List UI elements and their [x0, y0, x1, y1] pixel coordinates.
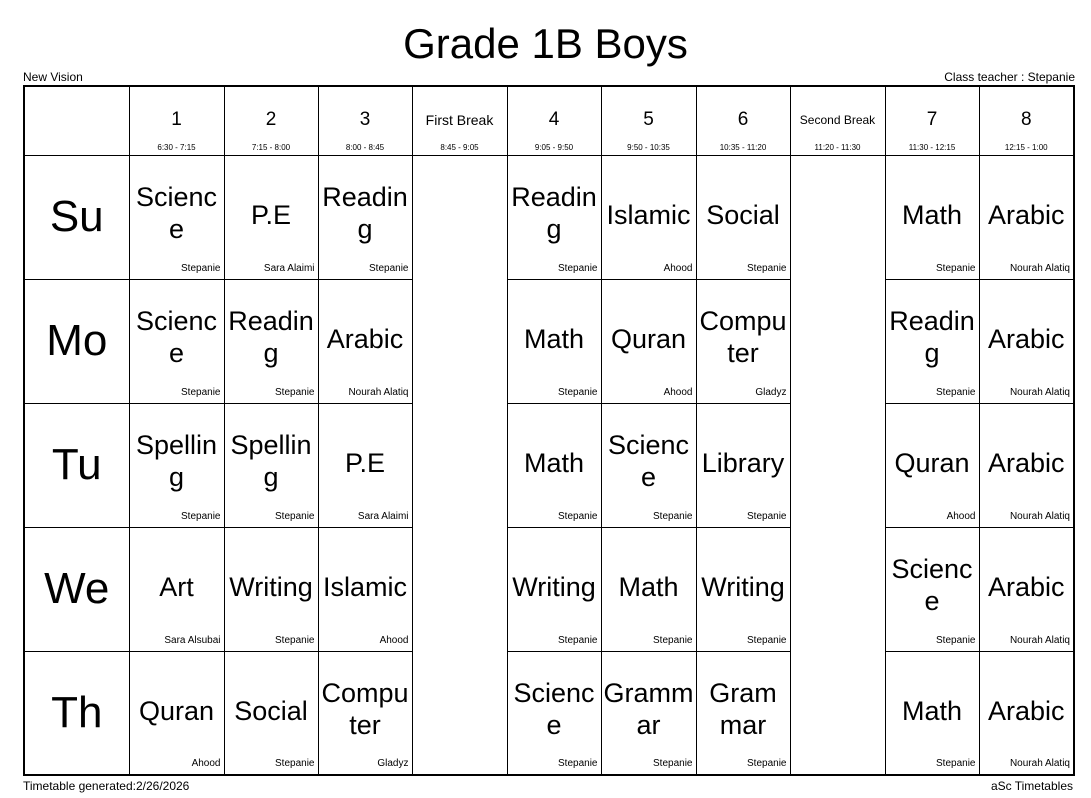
- lesson-subject: Reading: [322, 182, 408, 245]
- lesson-cell: [224, 527, 318, 651]
- lesson-cell: [696, 527, 790, 651]
- period-number: 4: [548, 109, 560, 130]
- lesson-cell: [885, 651, 979, 775]
- lesson-teacher: Stepanie: [747, 758, 787, 769]
- day-row: [24, 403, 1074, 527]
- lesson-teacher: Stepanie: [181, 510, 221, 522]
- lesson-subject: Social: [706, 200, 780, 231]
- lesson-teacher: Nourah Alatiq: [1009, 386, 1070, 398]
- period-header: [601, 86, 696, 155]
- lesson-cell: [224, 155, 318, 279]
- period-time: 10:35 - 11:20: [719, 143, 767, 152]
- lesson-teacher: Stepanie: [275, 510, 315, 522]
- lesson-teacher: Stepanie: [275, 758, 315, 769]
- break-cell: [790, 527, 885, 651]
- lesson-cell: [979, 279, 1074, 403]
- period-header: [507, 86, 601, 155]
- lesson-cell: [507, 403, 601, 527]
- school-name: New Vision: [23, 70, 83, 84]
- lesson-teacher: Stepanie: [936, 758, 976, 769]
- period-header: [224, 86, 318, 155]
- lesson-cell: [318, 155, 412, 279]
- lesson-subject: Reading: [889, 306, 975, 369]
- lesson-cell: [318, 527, 412, 651]
- day-name: Tu: [24, 403, 129, 527]
- period-time: 6:30 - 7:15: [157, 143, 196, 152]
- lesson-teacher: Stepanie: [558, 634, 598, 646]
- lesson-subject: Arabic: [987, 695, 1065, 726]
- break-cell: [790, 155, 885, 279]
- lesson-subject: Quran: [894, 448, 970, 479]
- break-name: Second Break: [799, 113, 876, 127]
- day-row: [24, 155, 1074, 279]
- generated-date: Timetable generated:2/26/2026: [23, 779, 190, 793]
- day-name: Th: [24, 651, 129, 775]
- lesson-teacher: Nourah Alatiq: [348, 386, 409, 398]
- lesson-teacher: Stepanie: [558, 386, 598, 398]
- lesson-cell: [601, 279, 696, 403]
- lesson-cell: [979, 155, 1074, 279]
- break-cell: [790, 403, 885, 527]
- break-cell: [412, 403, 507, 527]
- lesson-teacher: Stepanie: [747, 634, 787, 646]
- lesson-subject: Reading: [511, 182, 597, 245]
- lesson-cell: [318, 279, 412, 403]
- lesson-subject: Writing: [701, 572, 785, 603]
- lesson-cell: [696, 651, 790, 775]
- lesson-teacher: Stepanie: [275, 386, 315, 398]
- lesson-teacher: Stepanie: [558, 262, 598, 274]
- lesson-subject: Islamic: [606, 200, 691, 231]
- break-name: First Break: [425, 112, 494, 128]
- period-time: 11:30 - 12:15: [908, 143, 956, 152]
- break-header: [790, 86, 885, 155]
- lesson-teacher: Nourah Alatiq: [1009, 758, 1070, 769]
- software-credit: aSc Timetables: [990, 779, 1073, 793]
- period-header: [318, 86, 412, 155]
- lesson-cell: [696, 403, 790, 527]
- lesson-subject: Writing: [229, 572, 313, 603]
- lesson-cell: [885, 527, 979, 651]
- lesson-subject: P.E: [250, 200, 292, 231]
- lesson-teacher: Gladyz: [755, 386, 787, 398]
- lesson-subject: Arabic: [987, 324, 1065, 355]
- day-row: [24, 651, 1074, 775]
- lesson-teacher: Nourah Alatiq: [1009, 262, 1070, 274]
- lesson-subject: Science: [513, 677, 595, 740]
- period-time: 11:20 - 11:30: [814, 143, 861, 152]
- lesson-cell: [696, 279, 790, 403]
- lesson-cell: [224, 651, 318, 775]
- lesson-subject: Science: [135, 306, 218, 369]
- lesson-subject: Quran: [138, 695, 215, 726]
- lesson-teacher: Stepanie: [936, 386, 976, 398]
- lesson-subject: Science: [135, 182, 218, 245]
- timetable-grid: [23, 85, 1075, 776]
- lesson-teacher: Nourah Alatiq: [1009, 634, 1070, 646]
- lesson-subject: Social: [234, 695, 308, 726]
- lesson-subject: Arabic: [987, 572, 1065, 603]
- lesson-teacher: Stepanie: [558, 758, 598, 769]
- lesson-cell: [507, 155, 601, 279]
- lesson-teacher: Stepanie: [747, 510, 787, 522]
- lesson-subject: Art: [159, 572, 194, 603]
- lesson-subject: Arabic: [987, 448, 1065, 479]
- period-time: 8:00 - 8:45: [345, 143, 385, 152]
- lesson-cell: [507, 527, 601, 651]
- lesson-teacher: Stepanie: [558, 510, 598, 522]
- period-time: 9:50 - 10:35: [627, 143, 670, 152]
- lesson-cell: [224, 403, 318, 527]
- lesson-teacher: Ahood: [946, 510, 976, 522]
- lesson-teacher: Stepanie: [653, 634, 693, 646]
- lesson-subject: Spelling: [230, 430, 312, 493]
- lesson-teacher: Sara Alsubai: [164, 634, 221, 646]
- period-number: 5: [643, 109, 654, 130]
- period-time: 7:15 - 8:00: [251, 143, 291, 152]
- period-time: 9:05 - 9:50: [534, 143, 574, 152]
- lesson-teacher: Stepanie: [936, 634, 976, 646]
- break-cell: [412, 279, 507, 403]
- period-header-row: [24, 86, 1074, 155]
- break-cell: [790, 279, 885, 403]
- day-name: We: [24, 527, 129, 651]
- period-number: 3: [359, 109, 371, 130]
- lesson-subject: Grammar: [603, 677, 694, 740]
- break-cell: [790, 651, 885, 775]
- lesson-teacher: Nourah Alatiq: [1009, 510, 1070, 522]
- lesson-cell: [885, 279, 979, 403]
- lesson-teacher: Stepanie: [936, 262, 976, 274]
- lesson-subject: Islamic: [322, 572, 407, 603]
- break-cell: [412, 155, 507, 279]
- lesson-cell: [885, 155, 979, 279]
- lesson-teacher: Stepanie: [181, 386, 221, 398]
- lesson-cell: [507, 651, 601, 775]
- break-cell: [412, 651, 507, 775]
- lesson-teacher: Sara Alaimi: [357, 510, 409, 522]
- period-number: 7: [926, 109, 938, 130]
- lesson-cell: [885, 403, 979, 527]
- lesson-teacher: Stepanie: [275, 634, 315, 646]
- lesson-teacher: Stepanie: [369, 262, 409, 274]
- lesson-teacher: Stepanie: [747, 262, 787, 274]
- lesson-subject: Computer: [699, 306, 787, 369]
- day-row: [24, 279, 1074, 403]
- lesson-teacher: Stepanie: [653, 510, 693, 522]
- period-number: 1: [171, 109, 182, 130]
- lesson-teacher: Stepanie: [181, 262, 221, 274]
- corner-cell: [24, 86, 129, 155]
- lesson-subject: Grammar: [709, 677, 777, 740]
- lesson-subject: Math: [901, 695, 963, 726]
- lesson-cell: [979, 651, 1074, 775]
- lesson-cell: [601, 527, 696, 651]
- lesson-subject: Library: [701, 448, 785, 479]
- lesson-teacher: Ahood: [663, 262, 693, 274]
- lesson-cell: [129, 651, 224, 775]
- period-time: 8:45 - 9:05: [440, 143, 479, 152]
- lesson-cell: [129, 155, 224, 279]
- lesson-cell: [318, 651, 412, 775]
- lesson-cell: [979, 403, 1074, 527]
- day-row: [24, 527, 1074, 651]
- lesson-cell: [979, 527, 1074, 651]
- lesson-cell: [224, 279, 318, 403]
- lesson-subject: Spelling: [135, 430, 218, 493]
- lesson-subject: Arabic: [326, 324, 404, 355]
- lesson-subject: Math: [618, 572, 679, 603]
- lesson-teacher: Sara Alaimi: [263, 262, 315, 274]
- period-time: 12:15 - 1:00: [1004, 143, 1048, 152]
- period-header: [696, 86, 790, 155]
- lesson-teacher: Ahood: [191, 758, 221, 769]
- period-number: 6: [737, 109, 749, 130]
- lesson-subject: Arabic: [987, 200, 1065, 231]
- lesson-subject: Math: [901, 200, 963, 231]
- lesson-cell: [601, 155, 696, 279]
- break-cell: [412, 527, 507, 651]
- lesson-cell: [601, 651, 696, 775]
- lesson-subject: Math: [523, 324, 585, 355]
- lesson-subject: Reading: [228, 306, 314, 369]
- class-teacher: Class teacher : Stepanie: [944, 70, 1075, 84]
- lesson-subject: Quran: [610, 324, 687, 355]
- lesson-subject: Science: [607, 430, 690, 493]
- lesson-teacher: Ahood: [663, 386, 693, 398]
- lesson-subject: Science: [891, 554, 973, 617]
- lesson-cell: [129, 279, 224, 403]
- lesson-cell: [696, 155, 790, 279]
- break-header: [412, 86, 507, 155]
- day-name: Su: [24, 155, 129, 279]
- lesson-cell: [601, 403, 696, 527]
- timetable-title: Grade 1B Boys: [403, 20, 688, 67]
- lesson-subject: Math: [523, 448, 585, 479]
- lesson-subject: Computer: [321, 677, 409, 740]
- lesson-cell: [507, 279, 601, 403]
- period-number: 8: [1020, 109, 1032, 130]
- lesson-cell: [129, 527, 224, 651]
- lesson-cell: [318, 403, 412, 527]
- lesson-subject: Writing: [512, 572, 596, 603]
- day-name: Mo: [24, 279, 129, 403]
- lesson-teacher: Ahood: [379, 634, 409, 646]
- lesson-cell: [129, 403, 224, 527]
- period-header: [979, 86, 1074, 155]
- period-header: [885, 86, 979, 155]
- lesson-teacher: Gladyz: [377, 758, 409, 769]
- period-number: 2: [265, 109, 277, 130]
- lesson-teacher: Stepanie: [653, 758, 693, 769]
- lesson-subject: P.E: [344, 448, 386, 479]
- period-header: [129, 86, 224, 155]
